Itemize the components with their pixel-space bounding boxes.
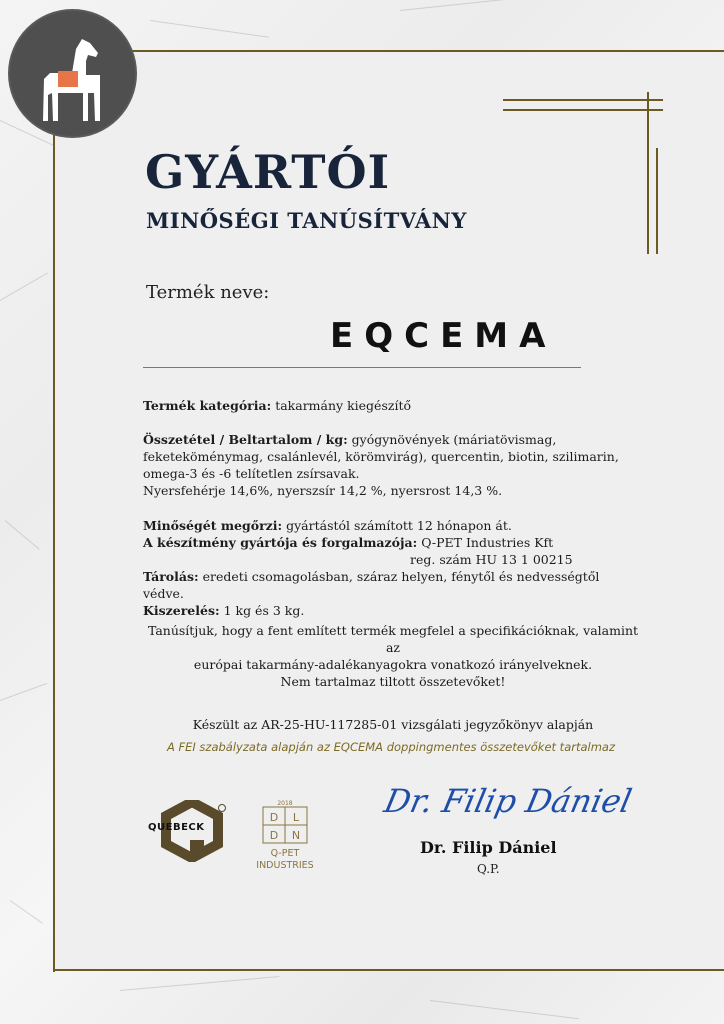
fei-note: A FEI szabályzata alapján az EQCEMA doppingmentes összetevőket tartalmaz (166, 740, 616, 754)
corner-line-v (647, 92, 649, 254)
manufacturer-value: Q-PET Industries Kft (421, 535, 554, 550)
composition-line2: feketeköménymag, csalánlevél, körömvirág), quercentin, biotin, szilimarin, (143, 449, 619, 464)
horse-icon (38, 35, 108, 125)
category-label: Termék kategória: (143, 398, 272, 413)
certification-line1: Tanúsítjuk, hogy a fent említett termék megfelel a specifikációknak, valamint az (147, 623, 639, 655)
qpet-logo (262, 798, 308, 844)
handwritten-signature: Dr. Filip Dániel (380, 782, 636, 820)
qpet-letter-4: N (291, 829, 301, 842)
packaging-label: Kiszerelés: (143, 603, 220, 618)
frame-top-border (53, 50, 724, 52)
composition-line4: Nyersfehérje 14,6%, nyerszsír 14,2 %, nyersrost 14,3 %. (143, 483, 503, 498)
qpet-letter-2: L (292, 811, 300, 824)
corner-line-h2 (503, 109, 663, 111)
signatory-title: Q.P. (477, 862, 500, 876)
certification-statement (143, 622, 643, 690)
composition-line3: omega-3 és -6 telítetlen zsírsavak. (143, 466, 360, 481)
qpet-label-line2: INDUSTRIES (256, 860, 314, 871)
divider-rule (143, 367, 581, 368)
certification-line2: európai takarmány-adalékanyagokra vonatkozó irányelveknek. (193, 657, 593, 672)
corner-line-v2 (656, 148, 658, 254)
certification-line3: Nem tartalmaz tiltott összetevőket! (280, 674, 506, 689)
manufacturer-label: A készítmény gyártója és forgalmazója: (143, 535, 418, 550)
registration-number: reg. szám HU 13 1 00215 (410, 552, 573, 567)
qpet-letter-3: D (269, 829, 279, 842)
corner-line-h (503, 99, 663, 101)
report-reference: Készült az AR-25-HU-117285-01 vizsgálati jegyzőkönyv alapján (192, 717, 594, 732)
product-name: EQCEMA (330, 316, 557, 356)
certificate-subtitle: MINŐSÉGI TANÚSÍTVÁNY (146, 208, 467, 233)
info-block (143, 517, 643, 619)
composition-line1: gyógynövények (máriatövismag, (351, 432, 557, 447)
shelf-value: gyártástól számított 12 hónapon át. (286, 518, 512, 533)
qpet-letter-1: D (269, 811, 279, 824)
storage-label: Tárolás: (143, 569, 199, 584)
category-value: takarmány kiegészítő (275, 398, 411, 413)
product-name-label: Termék neve: (146, 282, 270, 303)
qpet-label-line1: Q-PET (270, 848, 300, 859)
shelf-label: Minőségét megőrzi: (143, 518, 283, 533)
certificate-title: GYÁRTÓI (145, 145, 391, 199)
category-line (143, 397, 643, 414)
frame-left-border (53, 50, 55, 972)
packaging-value: 1 kg és 3 kg. (223, 603, 305, 618)
qpet-year: 2018 (277, 800, 293, 807)
qpet-logo-label (253, 848, 317, 872)
brand-logo (10, 11, 135, 136)
signatory-name: Dr. Filip Dániel (420, 838, 557, 857)
quebeck-logo-text: QUEBECK (148, 822, 205, 833)
composition-label: Összetétel / Beltartalom / kg: (143, 432, 348, 447)
composition-block (143, 431, 643, 499)
storage-value: eredeti csomagolásban, száraz helyen, fénytől és nedvességtől védve. (143, 569, 600, 601)
frame-bottom-border (53, 969, 724, 971)
